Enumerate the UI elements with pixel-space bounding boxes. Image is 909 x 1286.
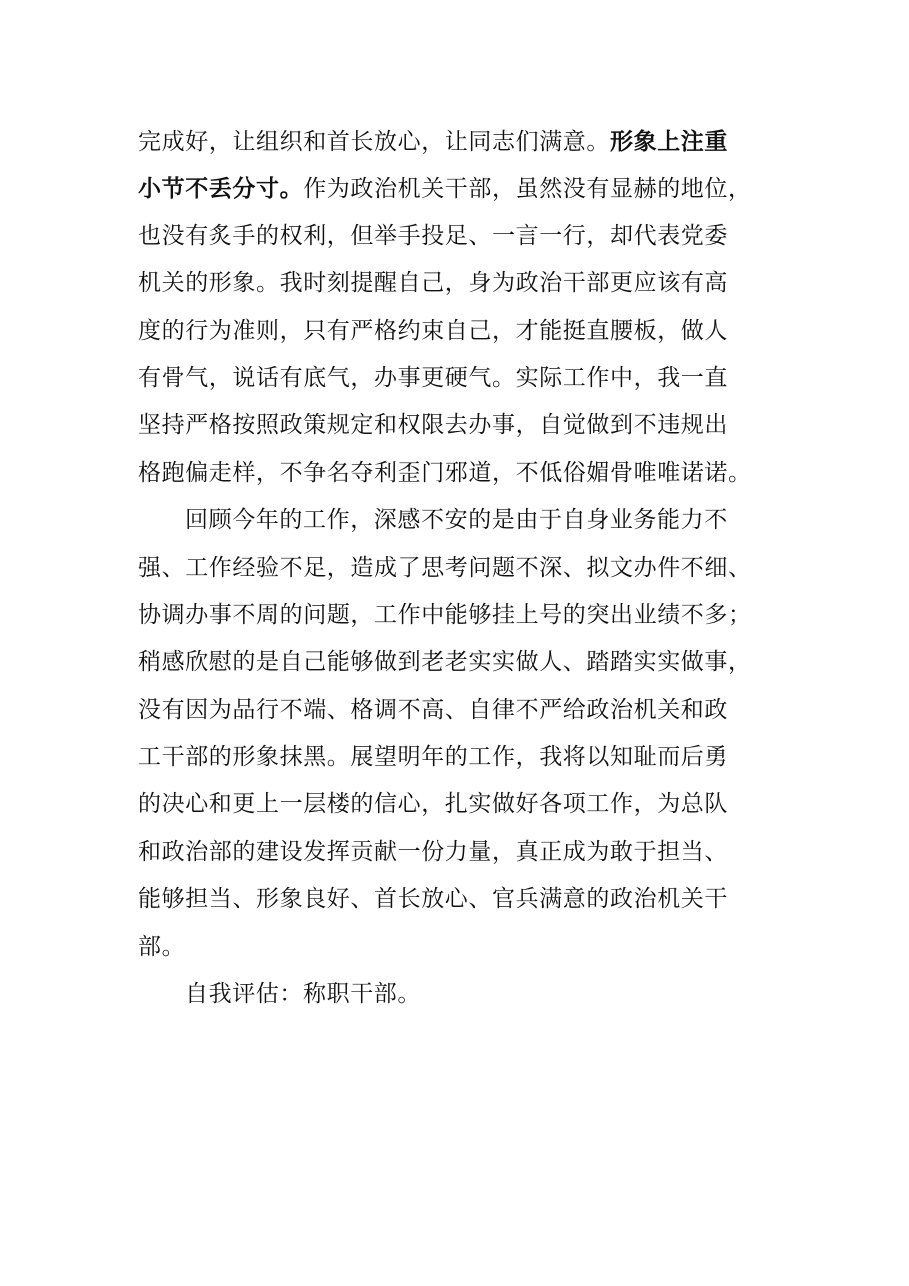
text-line: 的决心和更上一层楼的信心，扎实做好各项工作，为总队: [138, 791, 728, 818]
document-body: [138, 118, 778, 1018]
bold-heading-segment: 形象上注重: [610, 128, 728, 155]
text-line: 也没有炙手的权利，但举手投足、一言一行，却代表党委: [138, 222, 728, 249]
paragraph-image-and-conduct: [138, 118, 778, 497]
text-line: 协调办事不周的问题，工作中能够挂上号的突出业绩不多；: [138, 601, 752, 628]
text-line: 部。: [138, 933, 186, 960]
text-segment: 作为政治机关干部，虽然没有显赫的地位，: [303, 176, 752, 203]
text-line: 和政治部的建设发挥贡献一份力量，真正成为敢于担当、: [138, 838, 728, 865]
text-segment: 完成好，让组织和首长放心，让同志们满意。: [138, 129, 610, 155]
text-line: 能够担当、形象良好、首长放心、官兵满意的政治机关干: [138, 886, 728, 913]
paragraph-review: [138, 497, 778, 971]
text-line: 度的行为准则，只有严格约束自己，才能挺直腰板，做人: [138, 317, 728, 344]
text-line: [138, 165, 778, 212]
self-assessment-line: 自我评估：称职干部。: [185, 981, 421, 1008]
text-line: 工干部的形象抹黑。展望明年的工作，我将以知耻而后勇: [138, 744, 728, 771]
text-line: 强、工作经验不足，造成了思考问题不深、拟文办件不细、: [138, 554, 752, 581]
text-line: 格跑偏走样，不争名夺利歪门邪道，不低俗媚骨唯唯诺诺。: [138, 459, 752, 486]
text-line: 有骨气，说话有底气，办事更硬气。实际工作中，我一直: [138, 364, 728, 391]
text-line: 坚持严格按照政策规定和权限去办事，自觉做到不违规出: [138, 412, 728, 439]
text-line: 稍感欣慰的是自己能够做到老老实实做人、踏踏实实做事，: [138, 649, 752, 676]
text-line: [138, 118, 778, 165]
text-line: 机关的形象。我时刻提醒自己，身为政治干部更应该有高: [138, 270, 728, 297]
bold-heading-segment: 小节不丢分寸。: [138, 175, 304, 203]
paragraph-self-assessment: [138, 971, 778, 1018]
text-line: 回顾今年的工作，深感不安的是由于自身业务能力不: [185, 507, 728, 534]
text-line: 没有因为品行不端、格调不高、自律不严给政治机关和政: [138, 696, 728, 723]
